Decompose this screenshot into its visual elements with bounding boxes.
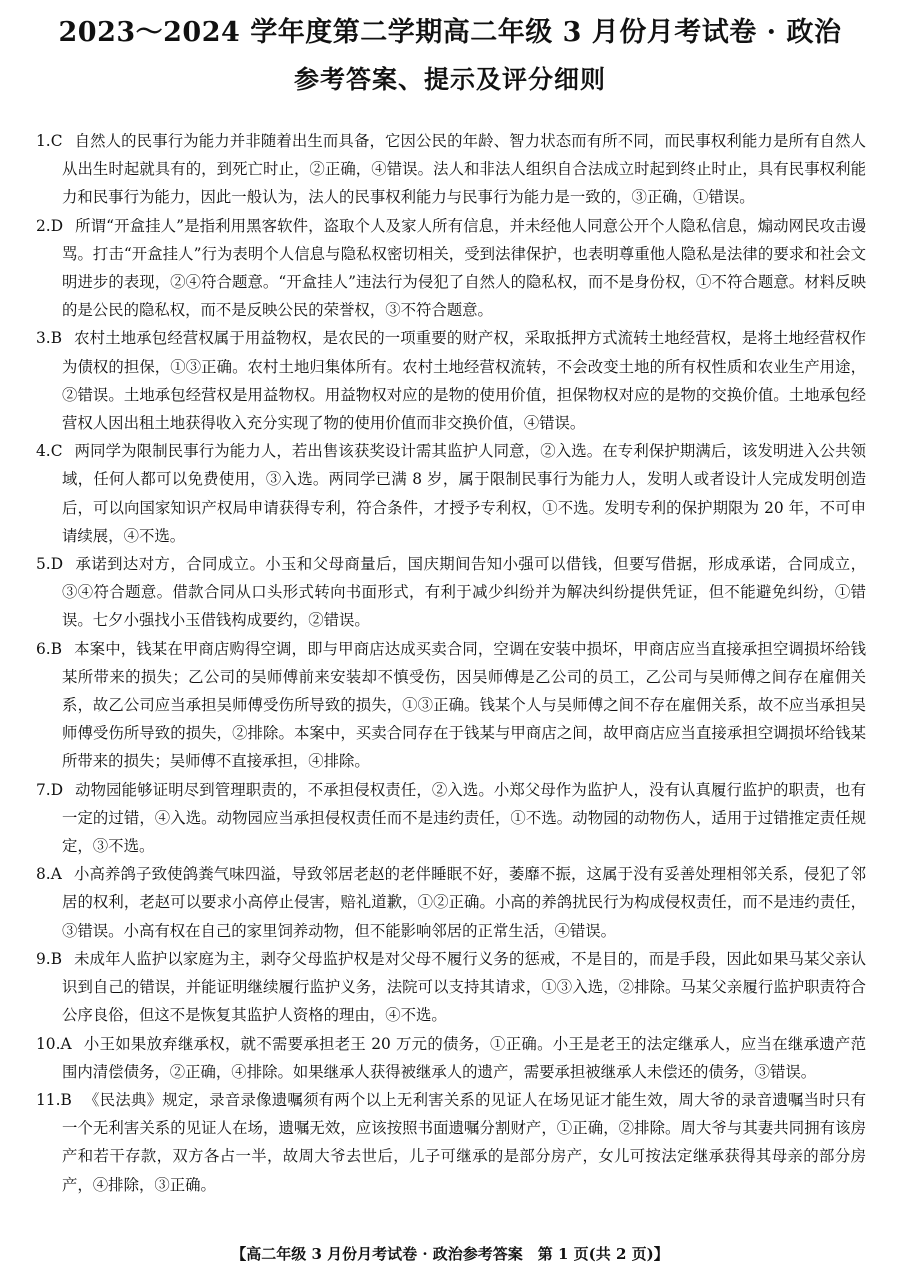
page-subtitle: 参考答案、提示及评分细则 <box>293 65 606 94</box>
answer-number: 8. <box>36 865 51 884</box>
answer-number: 10. <box>36 1034 61 1053</box>
answer-item-11 <box>36 1086 866 1199</box>
answer-item-5 <box>36 550 866 635</box>
answer-number: 6. <box>36 639 51 658</box>
answer-number: 9. <box>36 949 51 968</box>
answer-explanation: 本案中，钱某在甲商店购得空调，即与甲商店达成买卖合同，空调在安装中损坏，甲商店应当直接承担空调损坏给钱某所带来的损失；乙公司的吴师傅前来安装却不慎受伤，因吴师傅是乙公司的员工，乙公司与吴师傅之间存在雇佣关系，故乙公司应当承担吴师傅受伤所导致的损失，①③正确。钱某个人与吴师傅之间不存在雇佣关系，故不应当承担吴师傅受伤所导致的损失，②排除。本案中，买卖合同存在于钱某与甲商店之间，故甲商店应当直接承担空调损坏给钱某所带来的损失；吴师傅不直接承担，④排除。 <box>62 639 866 771</box>
answer-item-2 <box>36 212 866 325</box>
answer-choice: B <box>50 329 62 348</box>
answer-item-8 <box>36 860 866 945</box>
answer-explanation: 承诺到达对方，合同成立。小玉和父母商量后，国庆期间告知小强可以借钱，但要写借据，形成承诺，合同成立，③④符合题意。借款合同从口头形式转向书面形式，有利于减少纠纷并为解决纠纷提供凭证，但不能避免纠纷，①错误。七夕小强找小玉借钱构成要约，②错误。 <box>62 555 866 630</box>
answer-item-9 <box>36 945 866 1030</box>
answer-choice: A <box>50 865 62 884</box>
answer-explanation: 《民法典》规定，录音录像遗嘱须有两个以上无利害关系的见证人在场见证才能生效，周大爷的录音遗嘱当时只有一个无利害关系的见证人在场，遗嘱无效，应该按照书面遗嘱分割财产，①正确，②排除。周大爷与其妻共同拥有该房产和若干存款，双方各占一半，故周大爷去世后，儿子可继承的是部分房产，女儿可按法定继承获得其母亲的部分房产，④排除，③正确。 <box>62 1090 866 1194</box>
answer-explanation: 农村土地承包经营权属于用益物权，是农民的一项重要的财产权，采取抵押方式流转土地经营权，是将土地经营权作为债权的担保，①③正确。农村土地归集体所有。农村土地经营权流转，不会改变土地的所有权性质和农业生产用途，②错误。土地承包经营权是用益物权。用益物权对应的是物的使用价值，担保物权对应的是物的交换价值。土地承包经营权人因出租土地获得收入充分实现了物的使用价值而非交换价值，④错误。 <box>62 329 866 433</box>
answer-item-1 <box>36 127 866 212</box>
answer-choice: D <box>50 780 64 799</box>
answer-number: 4. <box>36 442 51 461</box>
answer-number: 2. <box>36 216 51 235</box>
answer-item-10 <box>36 1030 866 1086</box>
answer-choice: D <box>50 216 64 235</box>
answer-explanation: 自然人的民事行为能力并非随着出生而具备，它因公民的年龄、智力状态而有所不同，而民事权利能力是所有自然人从出生时起就具有的，到死亡时止，②正确，④错误。法人和非法人组织自合法成立时起到终止时止，具有民事权利能力和民事行为能力，因此一般认为，法人的民事权利能力与民事行为能力是一致的，③正确，①错误。 <box>62 132 866 207</box>
answer-explanation: 所谓“开盒挂人”是指利用黑客软件，盗取个人及家人所有信息，并未经他人同意公开个人隐私信息，煽动网民攻击谩骂。打击“开盒挂人”行为表明个人信息与隐私权密切相关，受到法律保护，也表明尊重他人隐私是法律的要求和社会文明进步的表现，②④符合题意。“开盒挂人”违法行为侵犯了自然人的隐私权，而不是身份权，①不符合题意。材料反映的是公民的隐私权，而不是反映公民的荣誉权，③不符合题意。 <box>62 216 866 320</box>
answer-number: 1. <box>36 132 51 150</box>
answer-choice: A <box>60 1034 72 1053</box>
answer-explanation: 未成年人监护以家庭为主，剥夺父母监护权是对父母不履行义务的惩戒，不是目的，而是手段，因此如果马某父亲认识到自己的错误，并能证明继续履行监护义务，法院可以支持其请求，①③入选，②排除。马某父亲履行监护职责符合公序良俗，但这不是恢复其监护人资格的理由，④不选。 <box>62 949 866 1025</box>
answer-choice: B <box>50 949 62 968</box>
answer-choice: D <box>50 555 64 574</box>
answer-choice: B <box>50 639 62 658</box>
answer-number: 5. <box>36 555 51 574</box>
answer-explanation: 小高养鸽子致使鸽粪气味四溢，导致邻居老赵的老伴睡眠不好，萎靡不振，这属于没有妥善处理相邻关系，侵犯了邻居的权利，老赵可以要求小高停止侵害，赔礼道歉，①②正确。小高的养鸽扰民行为构成侵权责任，而不是违约责任，③错误。小高有权在自己的家里饲养动物，但不能影响邻居的正常生活，④错误。 <box>62 865 866 940</box>
answer-number: 7. <box>36 780 51 799</box>
answer-choice: B <box>60 1090 72 1109</box>
answer-explanation: 小王如果放弃继承权，就不需要承担老王 20 万元的债务，①正确。小王是老王的法定继承人，应当在继承遗产范围内清偿债务，②正确，④排除。如果继承人获得被继承人的遗产，需要承担被继承人未偿还的债务，③错误。 <box>62 1034 866 1081</box>
answer-explanation: 两同学为限制民事行为能力人，若出售该获奖设计需其监护人同意，②入选。在专利保护期满后，该发明进入公共领域，任何人都可以免费使用，③入选。两同学已满 8 岁，属于限制民事行为能力人，发明人或者设计人完成发明创造后，可以向国家知识产权局申请获得专利，符合条件，才授予专利权，①不选。发明专利的保护期限为 20 年，不可申请续展，④不选。 <box>62 442 866 545</box>
page-footer: 【高二年级 3 月份月考试卷 · 政治参考答案 第 1 页(共 2 页)】 <box>231 1245 669 1263</box>
answer-item-7 <box>36 776 866 861</box>
answer-item-3 <box>36 324 866 437</box>
answer-number: 3. <box>36 329 51 348</box>
answer-explanation: 动物园能够证明尽到管理职责的，不承担侵权责任，②入选。小郑父母作为监护人，没有认真履行监护的职责，也有一定的过错，④入选。动物园应当承担侵权责任而不是违约责任，①不选。动物园的动物伤人，适用于过错推定责任规定，③不选。 <box>62 780 866 856</box>
answer-item-4 <box>36 437 866 550</box>
answer-list <box>36 127 866 1199</box>
answer-choice: C <box>50 132 63 150</box>
answer-choice: C <box>50 442 63 461</box>
answer-item-6 <box>36 635 866 776</box>
page-title: 2023～2024 学年度第二学期高二年级 3 月份月考试卷 · 政治 <box>58 17 842 48</box>
answer-number: 11. <box>36 1090 61 1109</box>
